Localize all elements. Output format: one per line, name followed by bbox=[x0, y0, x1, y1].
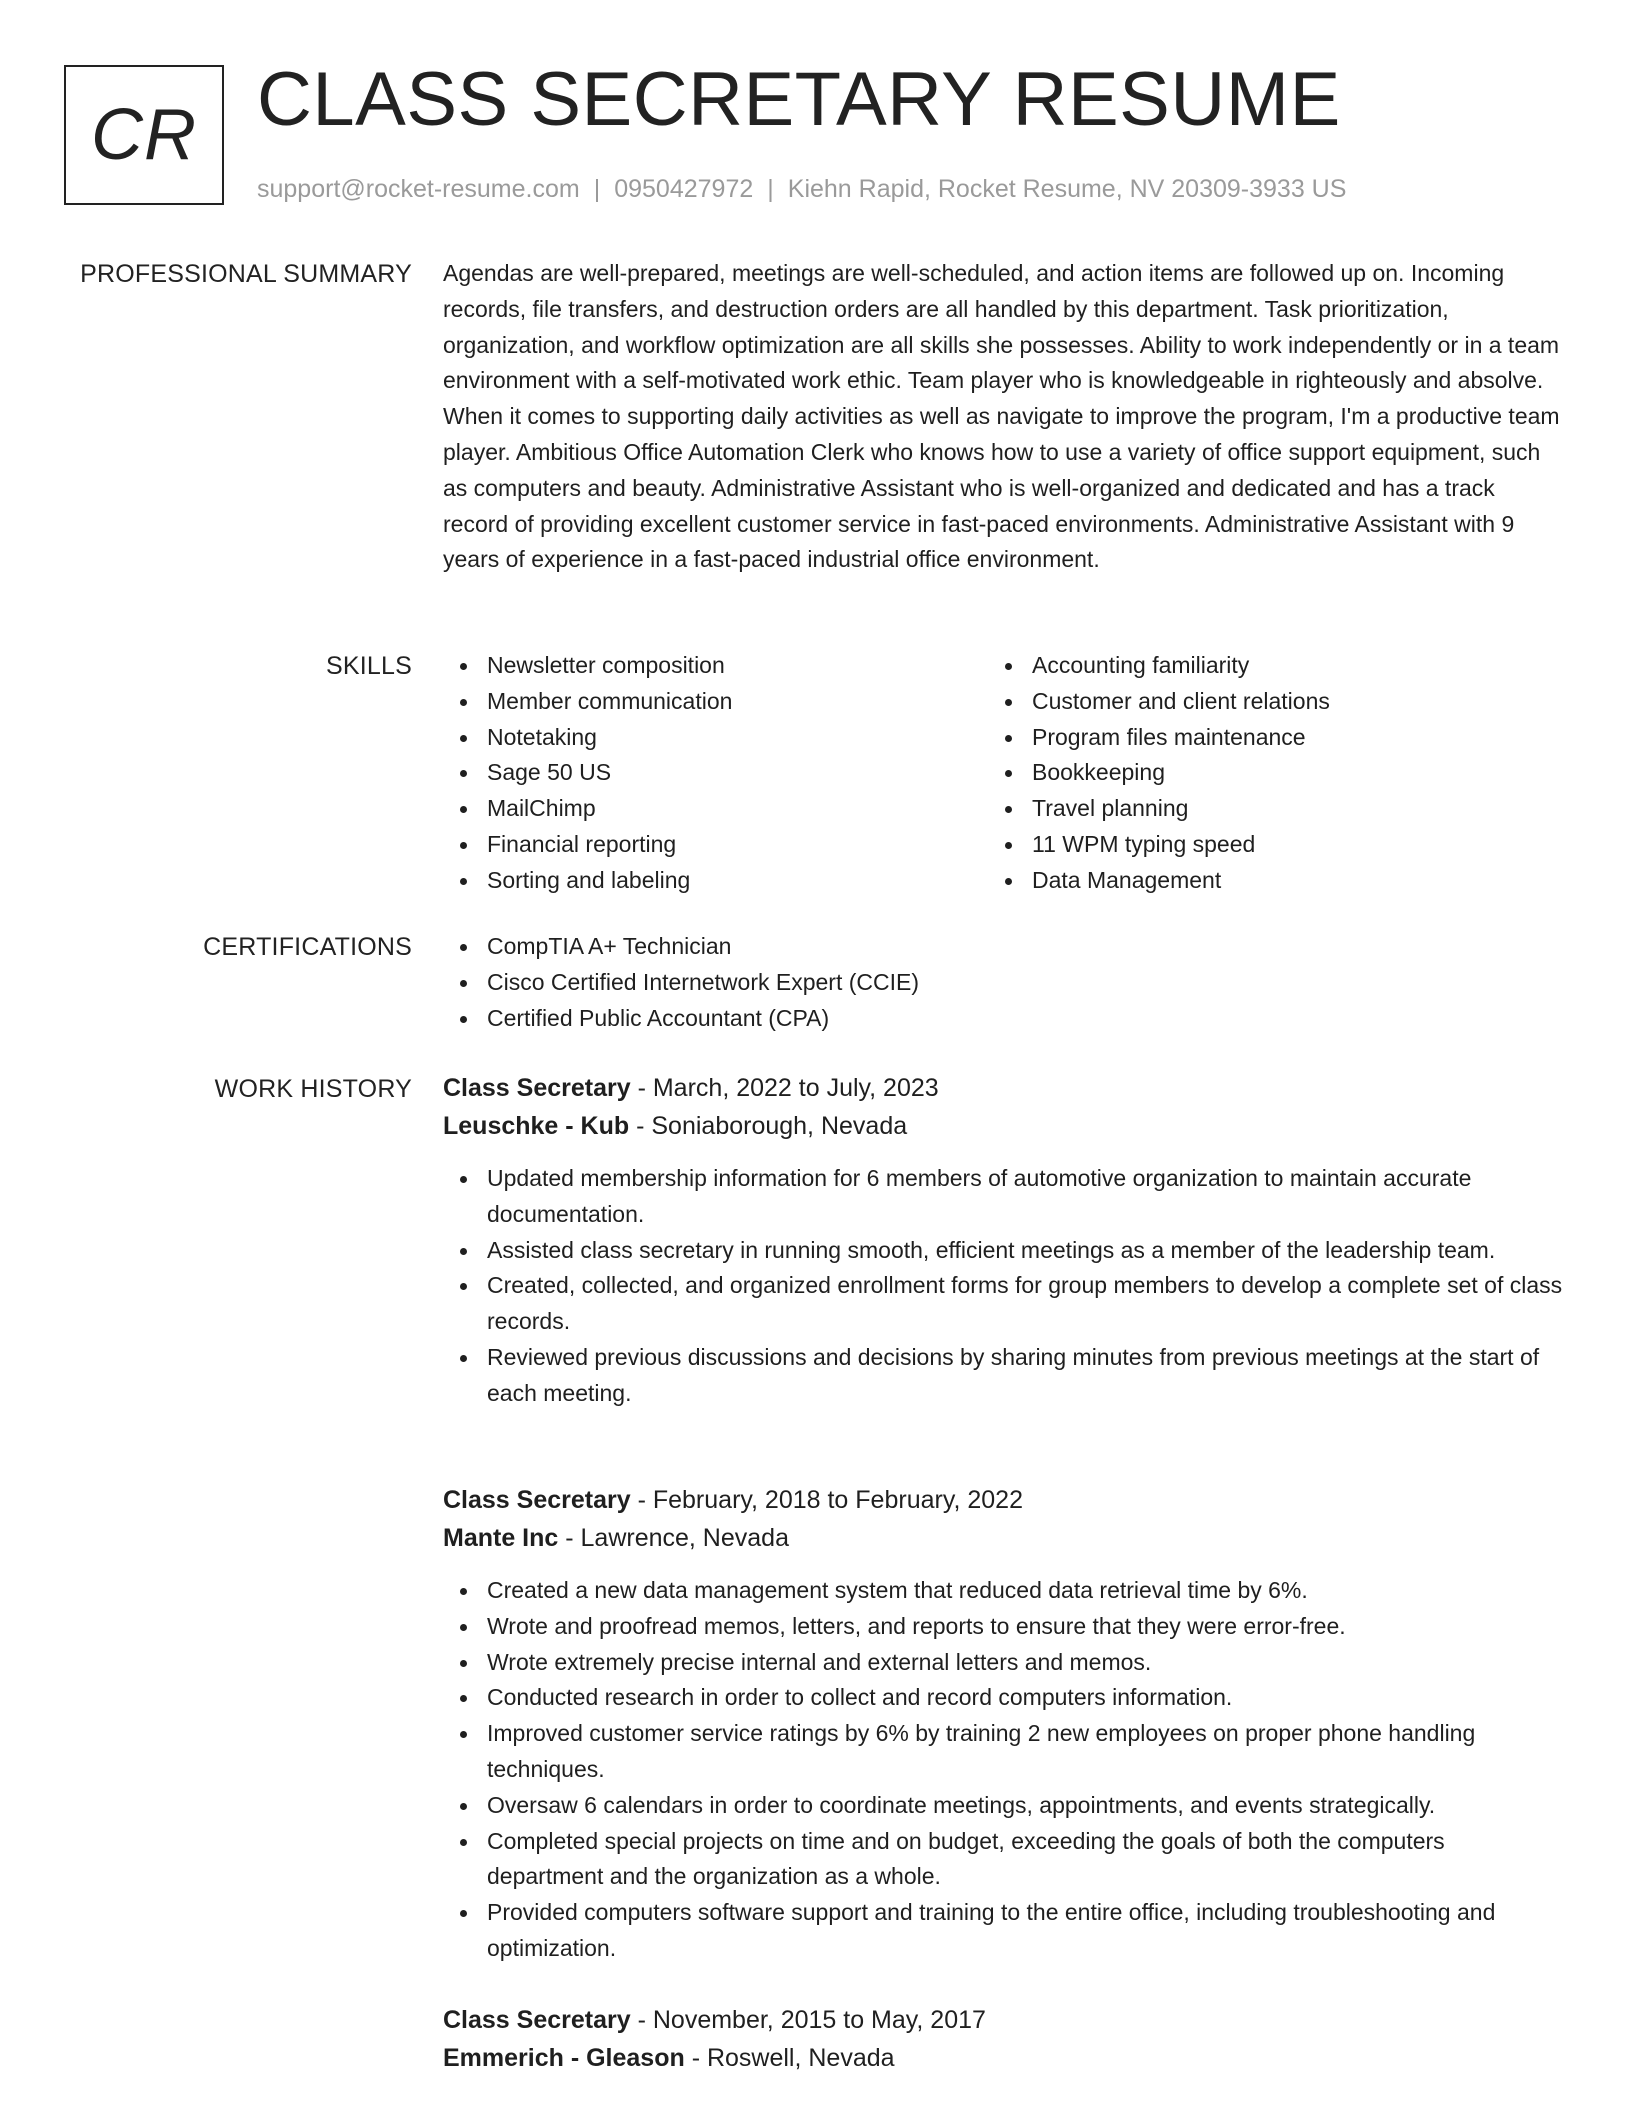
skill-item: Bookkeeping bbox=[988, 755, 1533, 791]
job-bullet: Reviewed previous discussions and decisions by sharing minutes from previous meetings at the start of each meeting. bbox=[443, 1340, 1563, 1412]
job-company-line bbox=[443, 1107, 1563, 1145]
job-bullets bbox=[443, 1573, 1563, 1967]
contact-address: Kiehn Rapid, Rocket Resume, NV 20309-3933 US bbox=[787, 175, 1347, 203]
job-title: Class Secretary bbox=[443, 1486, 631, 1514]
skills-grid bbox=[443, 648, 1563, 899]
job-location: - Lawrence, Nevada bbox=[558, 1524, 789, 1552]
skill-item: Notetaking bbox=[443, 720, 988, 756]
skill-item: Accounting familiarity bbox=[988, 648, 1533, 684]
summary-label: PROFESSIONAL SUMMARY bbox=[80, 260, 412, 288]
skill-item: Sorting and labeling bbox=[443, 863, 988, 899]
skill-item: Data Management bbox=[988, 863, 1533, 899]
job-dates: - March, 2022 to July, 2023 bbox=[630, 1074, 939, 1102]
job-title: Class Secretary bbox=[443, 2006, 631, 2034]
job-bullet: Oversaw 6 calendars in order to coordinate meetings, appointments, and events strategically. bbox=[443, 1788, 1563, 1824]
skill-item: Newsletter composition bbox=[443, 648, 988, 684]
job-company-line bbox=[443, 2039, 1563, 2077]
job-entry bbox=[443, 2001, 1563, 2077]
job-company: Mante Inc bbox=[443, 1524, 559, 1552]
work-history-label: WORK HISTORY bbox=[214, 1075, 412, 1103]
summary-body bbox=[443, 256, 1563, 578]
skill-item: MailChimp bbox=[443, 791, 988, 827]
contact-line bbox=[257, 172, 1346, 206]
job-title: Class Secretary bbox=[443, 1074, 631, 1102]
skills-body bbox=[443, 648, 1563, 899]
job-dates: - November, 2015 to May, 2017 bbox=[630, 2006, 986, 2034]
contact-email: support@rocket-resume.com bbox=[257, 175, 580, 203]
certification-item: Cisco Certified Internetwork Expert (CCIE) bbox=[443, 965, 1563, 1001]
job-location: - Soniaborough, Nevada bbox=[629, 1112, 908, 1140]
job-company: Emmerich - Gleason bbox=[443, 2044, 685, 2072]
contact-phone: 0950427972 bbox=[614, 175, 754, 203]
job-entry bbox=[443, 1069, 1563, 1412]
job-bullet: Updated membership information for 6 members of automotive organization to maintain accurate documentation. bbox=[443, 1161, 1563, 1233]
job-bullet: Created a new data management system that reduced data retrieval time by 6%. bbox=[443, 1573, 1563, 1609]
job-title-line bbox=[443, 1481, 1563, 1519]
skill-item: Program files maintenance bbox=[988, 720, 1533, 756]
contact-separator: | bbox=[767, 175, 774, 203]
contact-separator: | bbox=[593, 175, 601, 203]
job-bullet: Created, collected, and organized enrollment forms for group members to develop a complete set of class records. bbox=[443, 1268, 1563, 1340]
job-bullet: Improved customer service ratings by 6% by training 2 new employees on proper phone handling techniques. bbox=[443, 1716, 1563, 1788]
certifications-list bbox=[443, 929, 1563, 1036]
skill-item: Customer and client relations bbox=[988, 684, 1533, 720]
page-title: CLASS SECRETARY RESUME bbox=[257, 57, 1341, 142]
certifications-label: CERTIFICATIONS bbox=[203, 933, 412, 961]
job-bullet: Wrote extremely precise internal and external letters and memos. bbox=[443, 1645, 1563, 1681]
monogram-logo: CR bbox=[64, 65, 224, 205]
certification-item: Certified Public Accountant (CPA) bbox=[443, 1001, 1563, 1037]
job-entry bbox=[443, 1481, 1563, 1967]
skills-list-left bbox=[443, 648, 988, 899]
skill-item: Sage 50 US bbox=[443, 755, 988, 791]
skills-label: SKILLS bbox=[326, 652, 412, 680]
skill-item: Member communication bbox=[443, 684, 988, 720]
job-title-line bbox=[443, 1069, 1563, 1107]
job-bullet: Conducted research in order to collect and record computers information. bbox=[443, 1680, 1563, 1716]
job-bullet: Provided computers software support and training to the entire office, including troubleshooting and optimization. bbox=[443, 1895, 1563, 1967]
skill-item: Financial reporting bbox=[443, 827, 988, 863]
job-bullet: Completed special projects on time and on budget, exceeding the goals of both the computers department and the organization as a whole. bbox=[443, 1824, 1563, 1896]
job-dates: - February, 2018 to February, 2022 bbox=[630, 1486, 1023, 1514]
job-company: Leuschke - Kub bbox=[443, 1112, 630, 1140]
job-title-line bbox=[443, 2001, 1563, 2039]
job-bullet: Wrote and proofread memos, letters, and reports to ensure that they were error-free. bbox=[443, 1609, 1563, 1645]
summary-text: Agendas are well-prepared, meetings are well-scheduled, and action items are followed up on. Incoming records, file transfers, and destruction orders are all handled by this department. Task prioritization, organization, and workflow optimization are all skills she possesses. Ability to work independently or in a team environment with a self-motivated work ethic. Team player who is knowledgeable in righteously and absolve. When it comes to supporting daily activities as well as navigate to improve the program, I'm a productive team player. Ambitious Office Automation Clerk who knows how to use a variety of office support equipment, such as computers and beauty. Administrative Assistant who is well-organized and dedicated and has a track record of providing excellent customer service in fast-paced environments. Administrative Assistant with 9 years of experience in a fast-paced industrial office environment. bbox=[443, 260, 1560, 573]
job-company-line bbox=[443, 1519, 1563, 1557]
job-location: - Roswell, Nevada bbox=[684, 2044, 895, 2072]
certifications-body bbox=[443, 929, 1563, 1036]
skill-item: 11 WPM typing speed bbox=[988, 827, 1533, 863]
skills-list-right bbox=[988, 648, 1533, 899]
skill-item: Travel planning bbox=[988, 791, 1533, 827]
job-bullets bbox=[443, 1161, 1563, 1412]
certification-item: CompTIA A+ Technician bbox=[443, 929, 1563, 965]
job-bullet: Assisted class secretary in running smooth, efficient meetings as a member of the leadership team. bbox=[443, 1233, 1563, 1269]
